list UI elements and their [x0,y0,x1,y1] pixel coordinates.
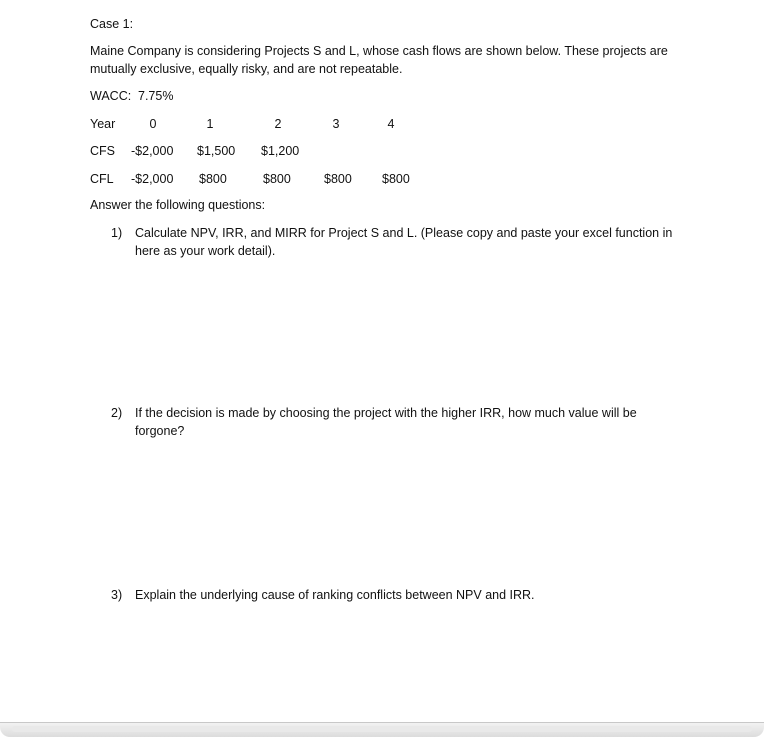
year-0: 0 [149,117,157,131]
question-2-text: If the decision is made by choosing the project with the higher IRR, how much value will be forgone? [135,406,637,438]
question-3-number: 3) [111,588,123,602]
question-3-text: Explain the underlying cause of ranking conflicts between NPV and IRR. [135,588,535,602]
cfl-year-1: $800 [199,172,227,186]
question-1-number: 1) [111,226,123,240]
question-1-text: Calculate NPV, IRR, and MIRR for Project S and L. (Please copy and paste your excel function in here as your work detail). [135,226,673,258]
cfl-year-4: $800 [382,172,410,186]
year-4: 4 [387,117,395,131]
cfl-label: CFL [90,172,114,186]
cfs-label: CFS [90,144,115,158]
wacc-value: 7.75% [138,89,174,103]
cfl-year-2: $800 [263,172,291,186]
year-3: 3 [332,117,340,131]
horizontal-scrollbar[interactable] [0,722,764,737]
year-2: 2 [274,117,282,131]
cfs-year-2: $1,200 [261,144,300,158]
answer-heading: Answer the following questions: [90,198,266,212]
scrollbar-track[interactable] [12,726,752,732]
year-label: Year [90,117,116,131]
cfs-year-0: -$2,000 [131,144,174,158]
question-2-number: 2) [111,406,123,420]
cfs-year-1: $1,500 [197,144,236,158]
cfl-year-3: $800 [324,172,352,186]
cfl-year-0: -$2,000 [131,172,174,186]
wacc-label: WACC: [90,89,132,103]
intro-paragraph: Maine Company is considering Projects S and L, whose cash flows are shown below. These projects are mutually exclusive, equally risky, and are not repeatable. [90,44,668,76]
case-title: Case 1: [90,17,134,31]
year-1: 1 [206,117,214,131]
